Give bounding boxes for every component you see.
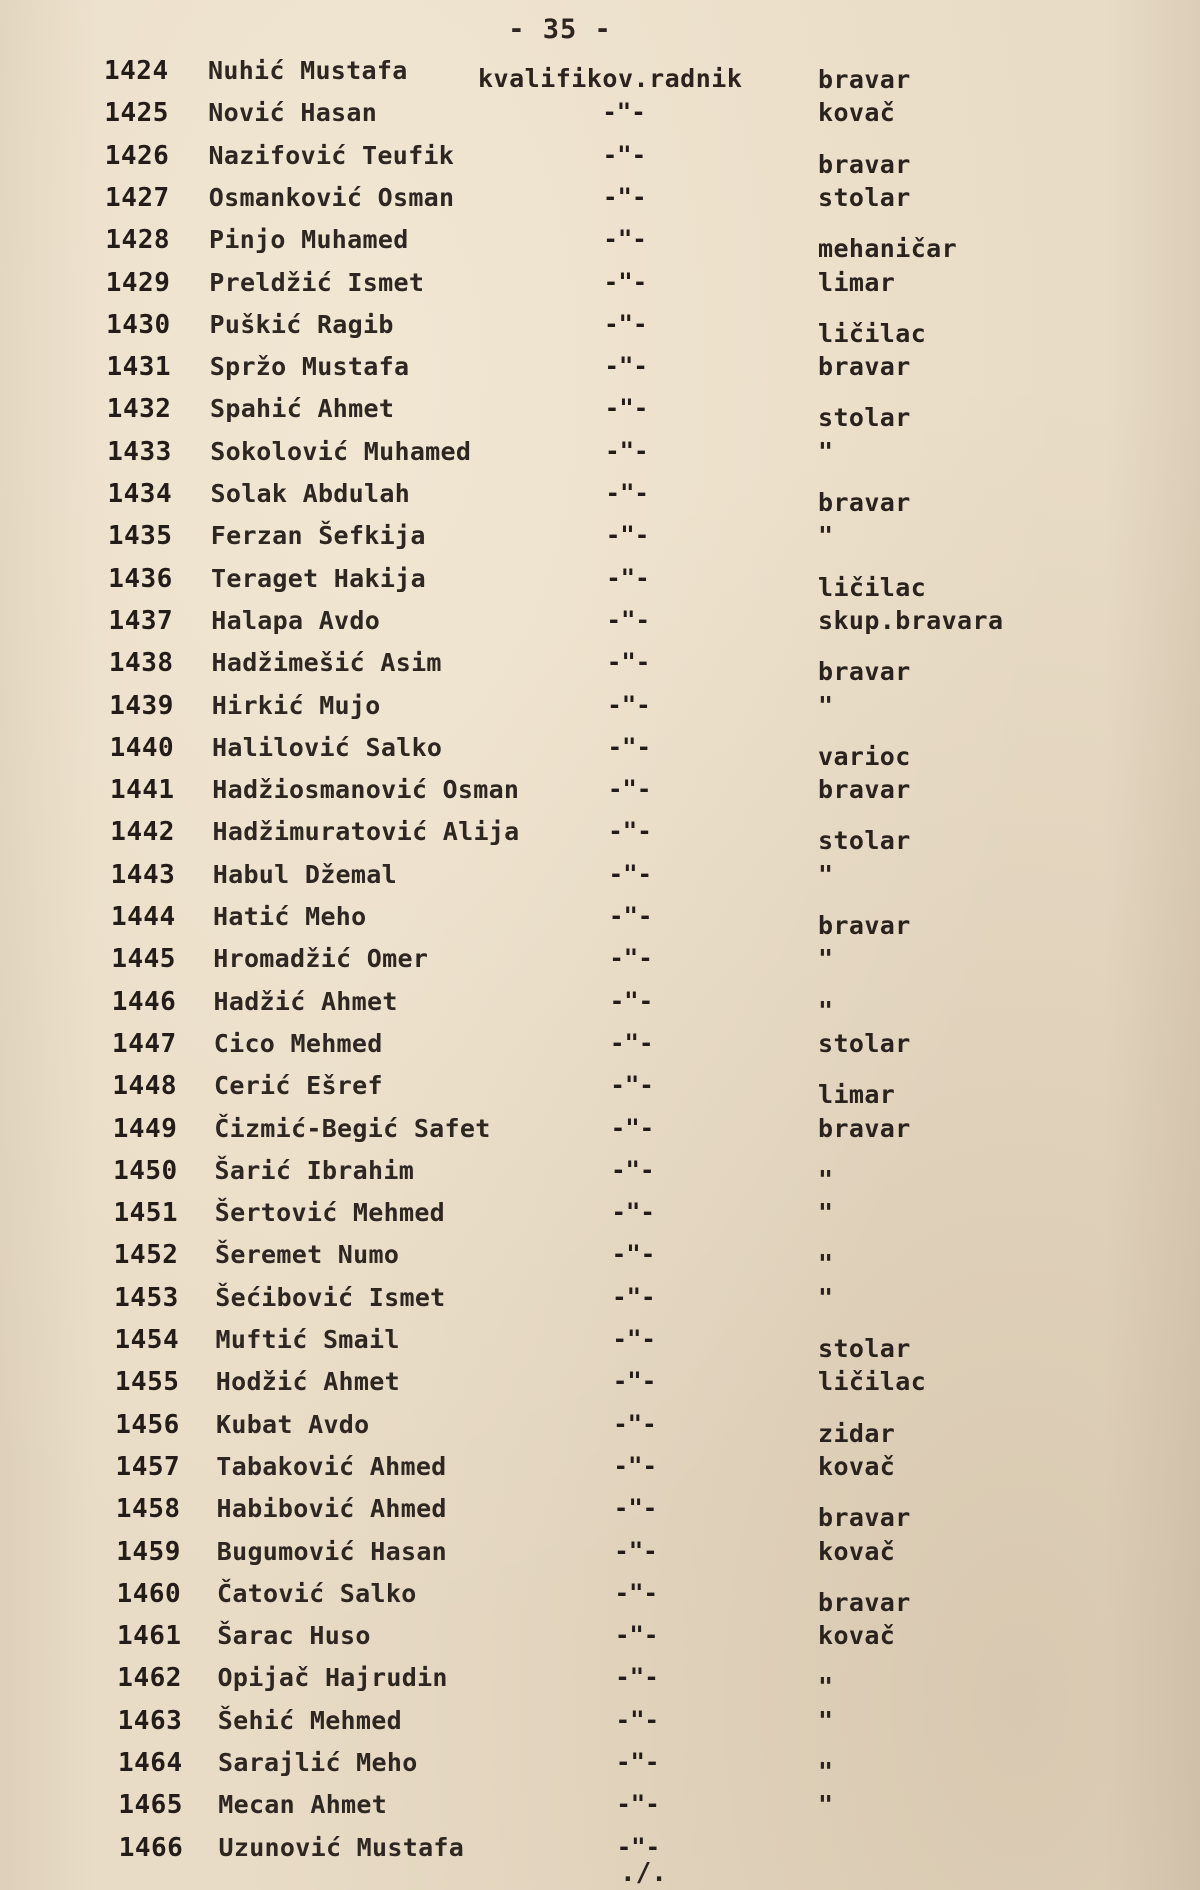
- trade: limar: [818, 1080, 896, 1110]
- list-row: [0, 1537, 1200, 1579]
- trade: bravar: [818, 775, 911, 805]
- trade: ": [818, 1164, 834, 1194]
- worker-name: Sokolović Muhamed: [210, 436, 472, 466]
- trade: kovač: [818, 98, 896, 128]
- list-row: [0, 479, 1200, 521]
- qualification-ditto: -"-: [602, 98, 646, 127]
- entry-number: 1436: [108, 563, 173, 594]
- entry-number: 1443: [110, 859, 176, 890]
- qualification-ditto: -"-: [607, 732, 651, 761]
- trade: kovač: [818, 1451, 896, 1481]
- worker-name: Nazifović Teufik: [208, 140, 455, 170]
- worker-name: Muftić Smail: [215, 1325, 400, 1354]
- qualification-ditto: -"-: [609, 986, 654, 1015]
- qualification-ditto: -"-: [604, 394, 649, 423]
- worker-name: Cico Mehmed: [213, 1028, 383, 1058]
- entry-number: 1440: [109, 732, 175, 763]
- worker-name: Tabaković Ahmed: [216, 1451, 447, 1481]
- trade: ličilac: [818, 572, 927, 602]
- list-row: [0, 691, 1200, 733]
- qualification-ditto: -"-: [605, 436, 649, 465]
- qualification-ditto: -"-: [603, 182, 647, 211]
- entry-number: 1452: [113, 1240, 179, 1271]
- qualification-ditto: -"-: [613, 1409, 657, 1438]
- qualification-ditto: -"-: [606, 605, 650, 634]
- worker-name: Osmanković Osman: [208, 182, 455, 212]
- entry-number: 1462: [117, 1663, 182, 1694]
- qualification-ditto: -"-: [610, 1071, 654, 1100]
- trade: bravar: [818, 149, 911, 179]
- trade: stolar: [818, 1334, 911, 1363]
- list-row: [0, 1621, 1200, 1663]
- qualification-ditto: -"-: [616, 1748, 660, 1776]
- trade: bravar: [818, 911, 911, 940]
- trade: skup.bravara: [818, 605, 1004, 635]
- qualification-ditto: -"-: [611, 1240, 656, 1269]
- worker-name: Pinjo Muhamed: [209, 225, 409, 255]
- worker-name: Habibović Ahmed: [216, 1494, 447, 1524]
- worker-name: Šarić Ibrahim: [214, 1155, 415, 1185]
- trade: ": [818, 1757, 834, 1786]
- trade: mehaničar: [818, 234, 958, 264]
- qualification-ditto: -"-: [612, 1367, 657, 1396]
- list-row: [0, 521, 1200, 563]
- qualification-ditto: -"-: [611, 1198, 655, 1227]
- trade: ": [818, 995, 834, 1025]
- qualification-ditto: -"-: [609, 902, 653, 930]
- worker-name: Halapa Avdo: [211, 605, 381, 635]
- list-row: [0, 225, 1200, 267]
- entry-number: 1428: [105, 225, 171, 256]
- worker-name: Opijač Hajrudin: [217, 1663, 448, 1693]
- qualification-ditto: -"-: [616, 1790, 660, 1819]
- worker-name: Hatić Meho: [213, 902, 367, 931]
- trade: bravar: [818, 65, 911, 94]
- trade: ličilac: [818, 318, 927, 348]
- worker-name: Kubat Avdo: [216, 1409, 370, 1439]
- entry-number: 1429: [105, 267, 171, 298]
- entry-number: 1463: [117, 1705, 183, 1736]
- trade: kovač: [818, 1536, 896, 1566]
- trade: ": [818, 436, 834, 466]
- trade: ": [818, 1282, 834, 1312]
- list-row: [0, 860, 1200, 902]
- qualification-ditto: -"-: [613, 1451, 657, 1480]
- trade: varioc: [818, 741, 911, 771]
- entry-number: 1460: [116, 1578, 182, 1609]
- trade: bravar: [818, 657, 911, 687]
- trade: ": [818, 944, 834, 974]
- qualification-ditto: -"-: [607, 775, 652, 804]
- list-row: [0, 1283, 1200, 1325]
- entry-number: 1448: [112, 1071, 178, 1102]
- entry-number: 1453: [114, 1282, 179, 1313]
- list-row: [0, 183, 1200, 225]
- worker-name: Čizmić-Begić Safet: [214, 1113, 491, 1143]
- trade: ličilac: [818, 1367, 927, 1397]
- worker-name: Hirkić Mujo: [211, 690, 381, 720]
- qualification-header: kvalifikov.radnik: [478, 64, 743, 93]
- list-row: [0, 1706, 1200, 1748]
- trade: stolar: [818, 1028, 911, 1058]
- qualification-ditto: -"-: [615, 1705, 659, 1734]
- list-row: [0, 98, 1200, 140]
- qualification-ditto: -"-: [613, 1494, 658, 1523]
- qualification-ditto: -"-: [605, 479, 649, 507]
- entry-number: 1444: [111, 902, 176, 932]
- worker-name: Ferzan Šefkija: [210, 521, 426, 551]
- trade: ": [818, 859, 834, 889]
- entry-number: 1455: [114, 1367, 180, 1398]
- worker-name: Puškić Ragib: [209, 309, 394, 339]
- entry-number: 1433: [107, 436, 172, 467]
- worker-name: Habul Džemal: [212, 859, 397, 889]
- trade: kovač: [818, 1621, 896, 1651]
- qualification-ditto: -"-: [610, 1113, 655, 1142]
- list-row: [0, 606, 1200, 648]
- worker-name: Hadžimuratović Alija: [212, 817, 520, 847]
- qualification-ditto: -"-: [614, 1536, 658, 1565]
- trade: bravar: [818, 1113, 911, 1143]
- worker-name: Uzunović Mustafa: [218, 1832, 465, 1862]
- entry-number: 1451: [113, 1198, 179, 1229]
- qualification-ditto: -"-: [605, 521, 650, 550]
- entry-number: 1454: [114, 1325, 180, 1355]
- qualification-ditto: -"-: [609, 944, 653, 973]
- worker-name: Bugumović Hasan: [216, 1536, 448, 1566]
- list-row: [0, 1114, 1200, 1156]
- entry-number: 1465: [118, 1790, 183, 1821]
- list-row: [0, 437, 1200, 479]
- list-row: [0, 1833, 1200, 1875]
- worker-name: Spržo Mustafa: [209, 352, 410, 382]
- entry-number: 1449: [112, 1113, 178, 1144]
- trade: zidar: [818, 1418, 896, 1448]
- worker-name: Šeremet Numo: [215, 1240, 400, 1270]
- qualification-ditto: -"-: [611, 1155, 655, 1184]
- worker-name: Čatović Salko: [217, 1578, 417, 1608]
- entry-number: 1426: [104, 140, 170, 171]
- entry-number: 1435: [107, 521, 173, 552]
- qualification-ditto: -"-: [616, 1832, 661, 1861]
- qualification-ditto: -"-: [603, 267, 648, 296]
- entry-number: 1464: [118, 1748, 183, 1778]
- entry-number: 1457: [115, 1451, 181, 1482]
- worker-name: Halilović Salko: [212, 732, 443, 762]
- list-row: [0, 817, 1200, 859]
- list-row: [0, 1029, 1200, 1071]
- list-row: [0, 1790, 1200, 1832]
- qualification-ditto: -"-: [603, 225, 647, 254]
- worker-name: Hadžić Ahmet: [213, 986, 398, 1016]
- worker-name: Šarac Huso: [217, 1621, 371, 1651]
- list-row: [0, 775, 1200, 817]
- trade: bravar: [818, 1587, 911, 1617]
- entry-number: 1427: [105, 182, 170, 213]
- trade: ": [818, 1198, 834, 1228]
- list-row: [0, 1494, 1200, 1536]
- worker-name: Hadžimešić Asim: [211, 648, 442, 678]
- continuation-mark: ./.: [620, 1858, 667, 1888]
- list-row: [0, 564, 1200, 606]
- entry-number: 1459: [116, 1536, 181, 1567]
- list-row: [0, 902, 1200, 944]
- entry-number: 1438: [108, 648, 174, 679]
- entry-number: 1442: [110, 817, 175, 848]
- entry-number: 1450: [113, 1155, 178, 1186]
- entry-number: 1446: [111, 986, 177, 1017]
- qualification-ditto: -"-: [608, 859, 652, 888]
- list-row: [0, 944, 1200, 986]
- trade: limar: [818, 267, 896, 297]
- worker-name: Šehić Mehmed: [217, 1705, 402, 1735]
- trade: stolar: [818, 826, 911, 856]
- qualification-ditto: -"-: [604, 309, 648, 338]
- list-row: [0, 394, 1200, 436]
- qualification-ditto: -"-: [604, 352, 648, 381]
- list-row: [0, 1071, 1200, 1113]
- list-row: [0, 1198, 1200, 1240]
- trade: ": [818, 1672, 834, 1702]
- worker-name: Sarajlić Meho: [218, 1748, 418, 1777]
- worker-name: Solak Abdulah: [210, 479, 411, 508]
- list-row: [0, 648, 1200, 690]
- entry-number: 1441: [109, 775, 175, 806]
- list-row: [0, 1452, 1200, 1494]
- trade: ": [818, 1249, 834, 1279]
- entry-number: 1424: [104, 56, 169, 86]
- qualification-ditto: -"-: [608, 817, 652, 846]
- entry-number: 1434: [107, 479, 173, 509]
- list-row: [0, 1579, 1200, 1621]
- entry-number: 1431: [106, 352, 172, 383]
- list-row: [0, 987, 1200, 1029]
- worker-name: Šertović Mehmed: [214, 1198, 446, 1228]
- qualification-ditto: -"-: [606, 648, 651, 677]
- list-row: [0, 310, 1200, 352]
- list-row: [0, 1156, 1200, 1198]
- qualification-ditto: -"-: [615, 1663, 659, 1692]
- trade: ": [818, 1790, 834, 1820]
- worker-name: Cerić Ešref: [214, 1071, 383, 1101]
- qualification-ditto: -"-: [612, 1325, 656, 1353]
- qualification-ditto: -"-: [602, 140, 647, 169]
- list-row: [0, 352, 1200, 394]
- entry-number: 1425: [104, 98, 169, 129]
- entry-number: 1456: [115, 1409, 180, 1440]
- entry-number: 1430: [106, 309, 171, 340]
- qualification-ditto: -"-: [614, 1621, 659, 1650]
- worker-name: Teraget Hakija: [211, 563, 426, 593]
- trade: stolar: [818, 182, 911, 212]
- worker-name: Preldžić Ismet: [209, 267, 425, 297]
- trade: bravar: [818, 1503, 911, 1533]
- worker-name: Nuhić Mustafa: [208, 56, 408, 85]
- trade: bravar: [818, 352, 911, 382]
- worker-name: Hadžiosmanović Osman: [212, 775, 520, 805]
- qualification-ditto: -"-: [614, 1578, 658, 1607]
- worker-name: Nović Hasan: [208, 98, 378, 128]
- list-row: [0, 1663, 1200, 1705]
- entry-number: 1458: [115, 1494, 181, 1525]
- list-row: [0, 1325, 1200, 1367]
- entry-number: 1439: [109, 690, 174, 721]
- trade: bravar: [818, 488, 911, 517]
- list-row: [0, 1240, 1200, 1282]
- list-row: [0, 1748, 1200, 1790]
- list-row: [0, 56, 1200, 98]
- worker-name: Hodžić Ahmet: [215, 1367, 400, 1397]
- trade: stolar: [818, 403, 911, 433]
- trade: ": [818, 690, 834, 720]
- worker-name: Šećibović Ismet: [215, 1282, 446, 1312]
- qualification-ditto: -"-: [607, 690, 651, 719]
- list-row: [0, 1367, 1200, 1409]
- trade: ": [818, 521, 834, 551]
- list-row: [0, 141, 1200, 183]
- entry-number: 1466: [118, 1832, 184, 1863]
- entry-number: 1461: [116, 1621, 182, 1652]
- list-row: [0, 733, 1200, 775]
- entry-number: 1437: [108, 605, 174, 636]
- worker-name: Spahić Ahmet: [210, 394, 395, 424]
- worker-name: Hromadžić Omer: [213, 944, 429, 974]
- worker-name: Mecan Ahmet: [218, 1790, 388, 1820]
- qualification-ditto: -"-: [612, 1282, 656, 1311]
- qualification-ditto: -"-: [610, 1028, 654, 1057]
- entry-number: 1447: [112, 1028, 177, 1059]
- list-row: [0, 268, 1200, 310]
- qualification-ditto: -"-: [606, 563, 650, 592]
- page-number: - 35 -: [508, 14, 612, 45]
- entry-number: 1432: [106, 394, 172, 425]
- trade: ": [818, 1705, 834, 1735]
- entry-number: 1445: [111, 944, 176, 975]
- list-row: [0, 1410, 1200, 1452]
